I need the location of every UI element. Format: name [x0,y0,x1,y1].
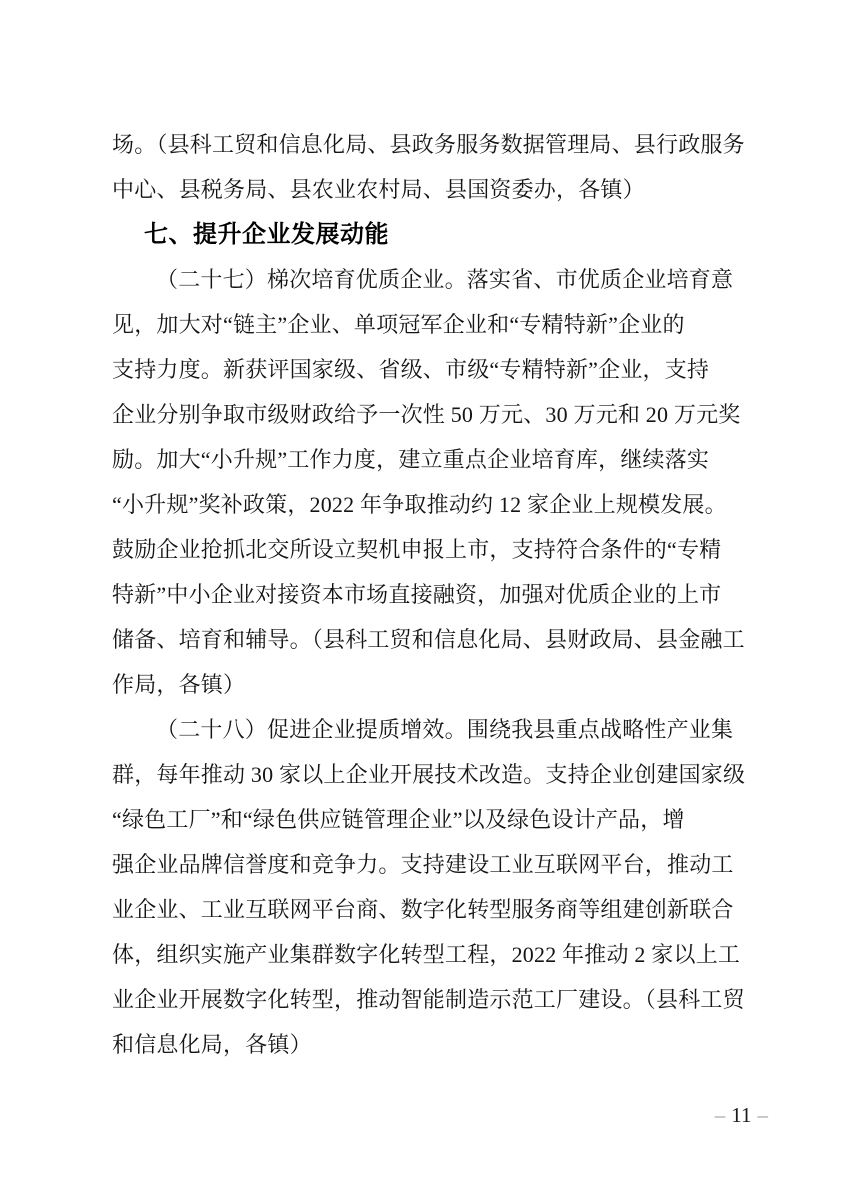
text-line: 业企业、工业互联网平台商、数字化转型服务商等组建创新联合 [112,897,734,922]
text-line: 和信息化局，各镇） [112,1032,312,1057]
text-line: 业企业开展数字化转型，推动智能制造示范工厂建设。（县科工贸 [112,987,745,1012]
text-line: 特新”中小企业对接资本市场直接融资，加强对优质企业的上市 [112,582,722,607]
footer-dash-right: – [757,1103,768,1127]
text-line: 中心、县税务局、县农业农村局、县国资委办，各镇） [112,177,645,202]
text-line: 励。加大“小升规”工作力度，建立重点企业培育库，继续落实 [112,447,710,472]
text-line: 支持力度。新获评国家级、省级、市级“专精特新”企业，支持 [112,357,710,382]
text-line: 群，每年推动 30 家以上企业开展技术改造。支持企业创建国家级 [112,762,746,787]
text-line: 储备、培育和辅导。（县科工贸和信息化局、县财政局、县金融工 [112,627,745,652]
text-line: “小升规”奖补政策，2022 年争取推动约 12 家企业上规模发展。 [112,492,727,517]
text-line: 鼓励企业抢抓北交所设立契机申报上市，支持符合条件的“专精 [112,537,722,562]
section-heading: 七、提升企业发展动能 [144,221,389,248]
text-line: 场。（县科工贸和信息化局、县政务服务数据管理局、县行政服务 [112,132,745,157]
document-body [112,122,752,1067]
text-line: 企业分别争取市级财政给予一次性 50 万元、30 万元和 20 万元奖 [112,402,741,427]
text-line: 见，加大对“链主”企业、单项冠军企业和“专精特新”企业的 [112,312,685,337]
footer-dash-left: – [714,1103,726,1127]
text-line: 体，组织实施产业集群数字化转型工程，2022 年推动 2 家以上工 [112,942,741,967]
text-line: “绿色工厂”和“绿色供应链管理企业”以及绿色设计产品，增 [112,807,685,832]
page-footer [709,1100,774,1130]
text-line: （二十八）促进企业提质增效。围绕我县重点战略性产业集 [156,717,734,742]
page-number: 11 [731,1103,752,1127]
text-line: 强企业品牌信誉度和竞争力。支持建设工业互联网平台，推动工 [112,852,734,877]
text-line: （二十七）梯次培育优质企业。落实省、市优质企业培育意 [156,267,734,292]
text-line: 作局，各镇） [112,672,246,697]
